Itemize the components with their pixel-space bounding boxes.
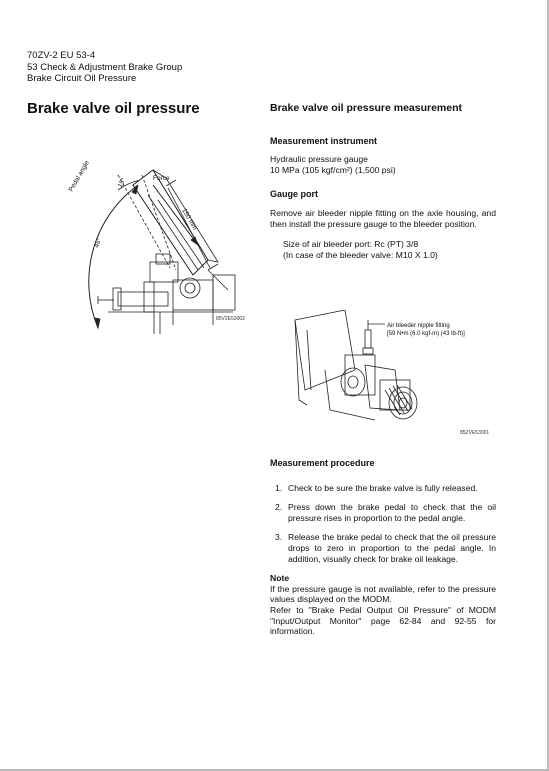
pedal-angle-label: Pedal angle [67,159,91,193]
step-2-number: 2. [275,502,283,513]
step-2-text: Press down the brake pedal to check that the oil pressure rises in proportion to the pedal angle. [288,502,496,523]
procedure-steps [270,483,496,565]
force-label: Force [153,175,170,182]
step-3-number: 3. [275,532,283,543]
page-header [27,50,182,85]
step-3 [270,532,496,564]
header-doc-code: 70ZV-2 EU 53-4 [27,50,96,61]
air-bleeder-callout: Air bleeder nipple fitting [387,323,450,329]
step-2 [270,502,496,523]
procedure-section [270,458,496,637]
right-column [270,100,496,260]
port-size-line-2: (In case of the bleeder valve: M10 X 1.0) [283,249,438,260]
header-subsection: Brake Circuit Oil Pressure [27,73,137,84]
brake-pedal-diagram [58,150,258,335]
instrument-line-2: 10 MPa (105 kgf/cm²) (1,500 psi) [270,164,396,175]
procedure-heading: Measurement procedure [270,458,375,468]
angle-15-label: 15° [116,176,128,189]
gauge-port-text: Remove air bleeder nipple fitting on the axle housing, and then install the pressure gauge to the bleeder position. [270,207,496,229]
step-1 [270,483,496,494]
right-figure-code: 85ZVE53001 [460,430,490,436]
note-text-1: If the pressure gauge is not available, refer to the pressure values displayed on the MODM. [270,583,496,605]
gauge-port-heading: Gauge port [270,189,319,200]
port-size-text [270,239,496,260]
step-1-number: 1. [275,482,283,493]
instrument-line-1: Hydraulic pressure gauge [270,154,368,165]
axle-housing-diagram [285,310,500,430]
angle-45-label: 45° [93,237,104,249]
header-section: 53 Check & Adjustment Brake Group [27,61,183,73]
torque-callout: [59 N•m (6.0 kgf-m) (43 lb-ft)] [387,331,465,337]
instrument-text [270,154,496,175]
note-heading: Note [270,573,290,584]
step-3-text: Release the brake pedal to check that the oil pressure drops to zero in proportion to the pedal angle. In addition, visually check for brake oil leakage. [288,532,496,564]
step-1-text: Check to be sure the brake valve is fully released. [288,482,478,493]
note-text-2: Refer to "Brake Pedal Output Oil Pressure" of MODM "Input/Output Monitor" page 62-84 and 92-55 for information. [270,604,496,637]
length-150mm-label: 150 mm [180,207,199,232]
left-figure-code: 85V2E53002 [216,316,245,322]
instrument-heading: Measurement instrument [270,135,378,146]
page-title: Brake valve oil pressure [27,100,200,117]
section-title: Brake valve oil pressure measurement [270,102,463,114]
port-size-line-1: Size of air bleeder port: Rc (PT) 3/8 [283,239,419,250]
